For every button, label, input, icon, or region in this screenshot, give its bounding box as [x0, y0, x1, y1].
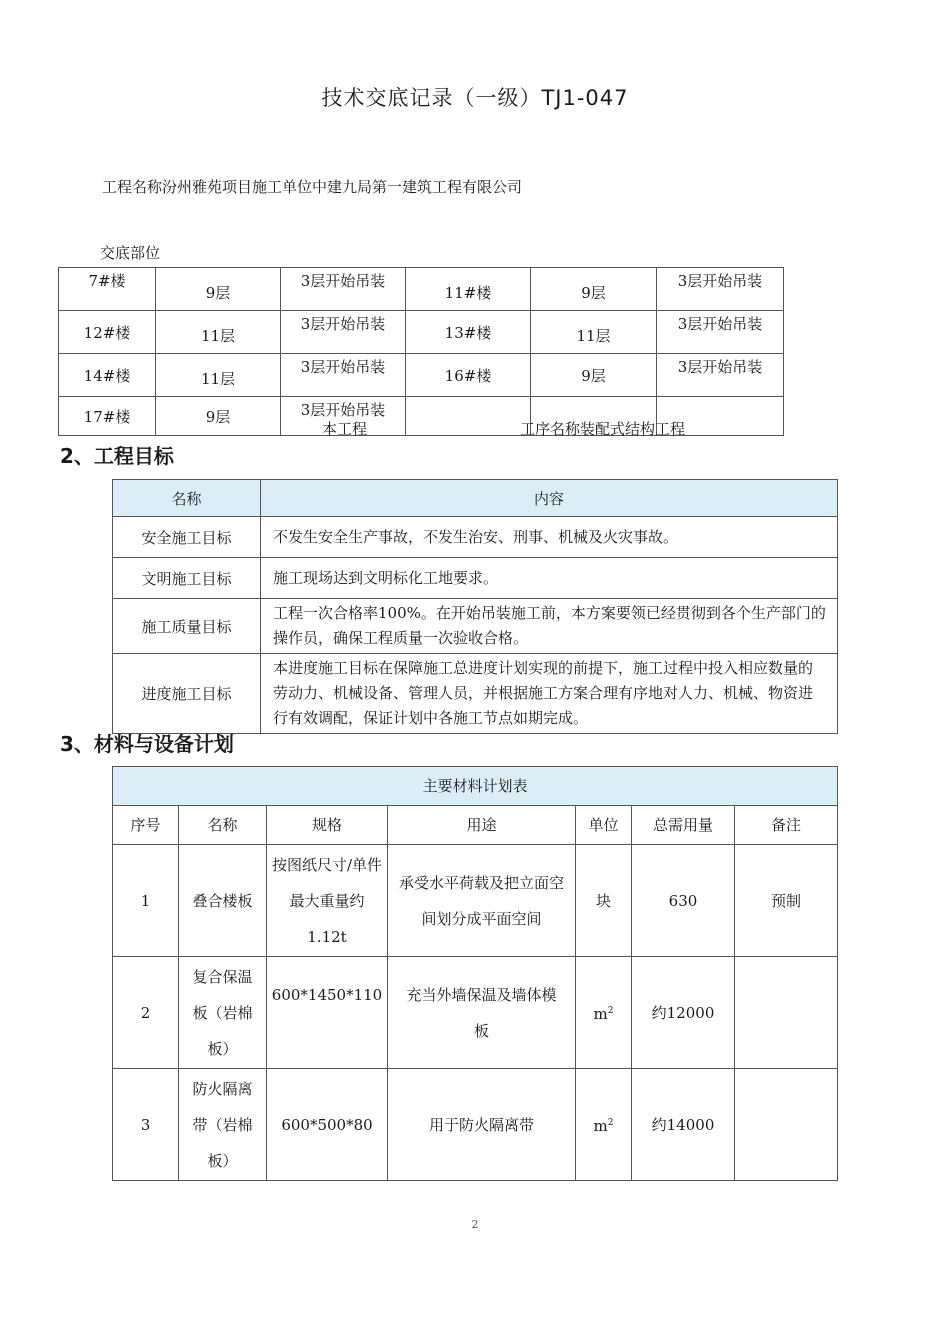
material-spec: 600*1450*110 [267, 957, 388, 1069]
column-header: 名称 [113, 480, 261, 517]
table-row [113, 517, 838, 558]
note-cell: 3层开始吊装 [281, 268, 406, 311]
material-note: 预制 [735, 845, 838, 957]
table-row [113, 558, 838, 599]
unit-superscript: 2 [607, 1118, 614, 1128]
material-note [735, 957, 838, 1069]
column-header: 序号 [113, 806, 179, 845]
material-spec: 按图纸尺寸/单件最大重量约1.12t [267, 845, 388, 957]
column-header: 备注 [735, 806, 838, 845]
building-cell: 12#楼 [59, 311, 156, 354]
table-header-row [113, 806, 838, 845]
section-2-heading: 2、工程目标 [60, 444, 174, 468]
floor-cell: 9层 [156, 397, 281, 436]
floor-cell: 9层 [156, 268, 281, 311]
material-note [735, 1069, 838, 1181]
table-row [113, 654, 838, 734]
goal-name: 安全施工目标 [113, 517, 261, 558]
column-header: 单位 [576, 806, 632, 845]
floor-cell: 11层 [156, 311, 281, 354]
floor-cell: 9层 [531, 354, 657, 397]
material-qty: 630 [632, 845, 735, 957]
material-qty: 约14000 [632, 1069, 735, 1181]
goal-content: 施工现场达到文明标化工地要求。 [261, 558, 838, 599]
material-unit [576, 957, 632, 1069]
material-unit [576, 1069, 632, 1181]
unit-base: m [593, 1117, 608, 1135]
table-title-row [113, 767, 838, 806]
floor-cell: 11层 [531, 311, 657, 354]
column-header: 用途 [388, 806, 576, 845]
material-name: 防火隔离带（岩棉板） [179, 1069, 267, 1181]
goal-content: 不发生安全生产事故，不发生治安、刑事、机械及火灾事故。 [261, 517, 838, 558]
building-cell: 14#楼 [59, 354, 156, 397]
goals-table [112, 479, 838, 734]
column-header: 名称 [179, 806, 267, 845]
project-line: 工程名称汾州雅苑项目施工单位中建九局第一建筑工程有限公司 [102, 178, 523, 196]
building-table [58, 267, 784, 436]
material-use: 充当外墙保温及墙体模板 [388, 957, 576, 1069]
material-no: 2 [113, 957, 179, 1069]
table-row [113, 957, 838, 1069]
table-row [113, 1069, 838, 1181]
column-header: 总需用量 [632, 806, 735, 845]
material-no: 1 [113, 845, 179, 957]
section-3-heading: 3、材料与设备计划 [60, 732, 234, 756]
materials-table [112, 766, 838, 1181]
table-title: 主要材料计划表 [113, 767, 838, 806]
table-header-row [113, 480, 838, 517]
unit-superscript: 2 [607, 1006, 614, 1016]
material-name: 叠合楼板 [179, 845, 267, 957]
note-cell: 3层开始吊装 [281, 397, 406, 436]
table-row [59, 268, 784, 311]
goal-name: 施工质量目标 [113, 599, 261, 654]
building-cell: 13#楼 [406, 311, 531, 354]
unit-base: m [593, 1005, 608, 1023]
table-row [59, 311, 784, 354]
material-spec: 600*500*80 [267, 1069, 388, 1181]
goal-name: 文明施工目标 [113, 558, 261, 599]
building-cell [406, 397, 531, 436]
caption-left: 本工程 [322, 420, 368, 438]
note-cell: 3层开始吊装 [657, 354, 784, 397]
caption-right: 工序名称装配式结构工程 [520, 420, 686, 438]
goal-name: 进度施工目标 [113, 654, 261, 734]
material-unit: 块 [576, 845, 632, 957]
building-cell: 16#楼 [406, 354, 531, 397]
page-title: 技术交底记录（一级）TJ1-047 [321, 86, 629, 110]
note-cell: 3层开始吊装 [281, 354, 406, 397]
material-use: 用于防火隔离带 [388, 1069, 576, 1181]
floor-cell: 11层 [156, 354, 281, 397]
note-cell: 3层开始吊装 [657, 311, 784, 354]
column-header: 内容 [261, 480, 838, 517]
table-row [113, 845, 838, 957]
table-row [59, 354, 784, 397]
building-cell: 11#楼 [406, 268, 531, 311]
table-row [113, 599, 838, 654]
building-cell: 7#楼 [59, 268, 156, 311]
material-qty: 约12000 [632, 957, 735, 1069]
note-cell: 3层开始吊装 [281, 311, 406, 354]
note-cell: 3层开始吊装 [657, 268, 784, 311]
column-header: 规格 [267, 806, 388, 845]
material-use: 承受水平荷载及把立面空间划分成平面空间 [388, 845, 576, 957]
material-name: 复合保温板（岩棉板） [179, 957, 267, 1069]
goal-content: 本进度施工目标在保障施工总进度计划实现的前提下，施工过程中投入相应数量的劳动力、机械设备、管理人员，并根据施工方案合理有序地对人力、机械、物资进行有效调配，保证计划中各施工节点如期完成。 [261, 654, 838, 734]
jiaodi-label: 交底部位 [100, 244, 161, 262]
building-cell: 17#楼 [59, 397, 156, 436]
floor-cell: 9层 [531, 268, 657, 311]
material-no: 3 [113, 1069, 179, 1181]
goal-content: 工程一次合格率100%。在开始吊装施工前，本方案要领已经贯彻到各个生产部门的操作员，确保工程质量一次验收合格。 [261, 599, 838, 654]
page-number: 2 [471, 1218, 479, 1231]
